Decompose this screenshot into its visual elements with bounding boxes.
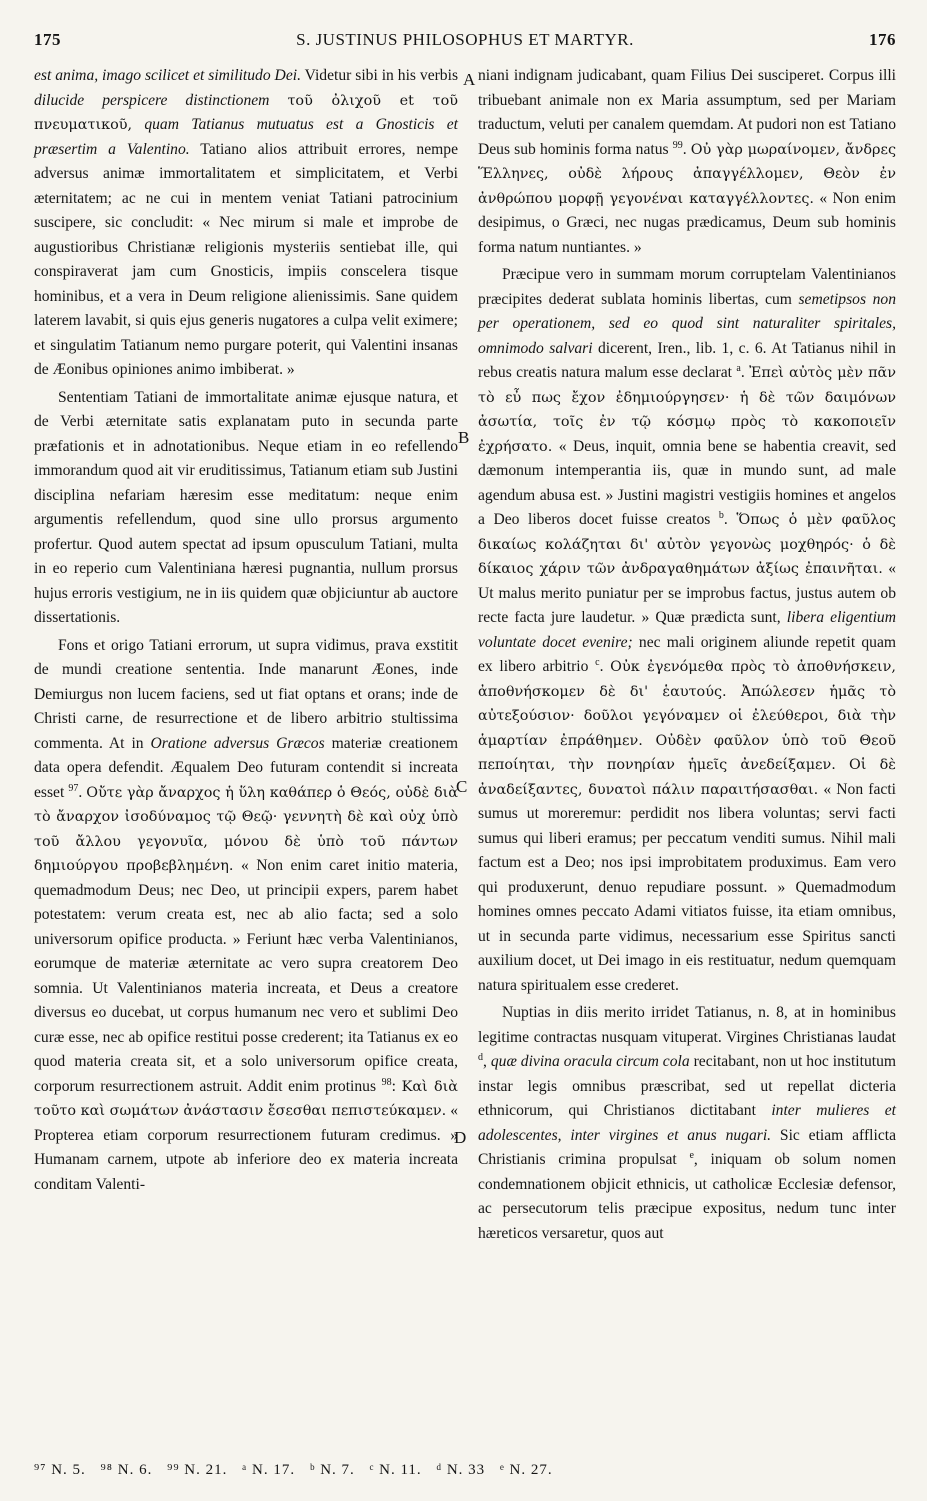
italic-text: est anima, imago scilicet et similitudo Dei. bbox=[34, 67, 301, 84]
greek-text: Ἐπεὶ αὐτὸς μὲν πᾶν τὸ εὖ πως ἔχον ἐδημιούργησεν· ἡ δὲ τῶν δαιμόνων ἀσωτία, τοῖς ἐν τῷ κόσμῳ πρὸς τὸ κακοποιεῖν ἐχρήσατο. bbox=[478, 365, 896, 455]
text-run: Nuptias in diis merito irridet Tatianus, n. 8, at in hominibus legitime contractas nusquam vituperat. Virgines Christianas laudat bbox=[478, 1004, 896, 1046]
text-run: , iniquam ob solum nomen condemnationem objicit ethnicis, ut catholicæ Ecclesiæ defensor, ac persecutorum telis præcipue expositus, nedum tunc inter hæreticos versaretur, quos aut bbox=[478, 1151, 896, 1242]
text-run: . bbox=[740, 364, 750, 381]
text-run: : bbox=[391, 1077, 402, 1095]
text-run bbox=[269, 92, 287, 109]
text-run: Sic etiam afflicta Christianis crimina propulsat bbox=[478, 1126, 896, 1168]
italic-text: libera eligentium voluntate docet evenire; bbox=[478, 609, 896, 651]
text-run: « Deus, inquit, omnia bene se habentia creavit, sed dæmonum intemperantia iis, quæ in mundo sunt, ad male agendum abusa est. » Justini magistri vestigiis homines et angelos a Deo liberos docet fuisse creatos bbox=[478, 437, 896, 528]
margin-marker-b: B bbox=[458, 428, 470, 447]
paragraph bbox=[478, 263, 896, 998]
greek-text: Οὐ γὰρ μωραίνομεν, ἄνδρες Ἕλληνες, οὐδὲ λήρους ἀπαγγέλλομεν, Θεὸν ἐν ἀνθρώπου μορφῇ γεγονέναι καταγγέλλοντες. bbox=[478, 141, 897, 207]
italic-text: dilucide perspicere distinctionem bbox=[34, 91, 270, 109]
paragraph bbox=[34, 64, 458, 383]
greek-text: Οὐκ ἐγενόμεθα πρὸς τὸ ἀποθνήσκειν, ἀποθνήσκομεν δὲ δι' ἑαυτούς. Ἀπώλεσεν ἡμᾶς τὸ αὐτεξούσιον· δοῦλοι γεγόναμεν οἱ ἐλεύθεροι, διὰ τὴν ἁμαρτίαν ἐπράθημεν. Οὐδὲν φαῦλον ὑπὸ τοῦ Θεοῦ πεποίηται, τὴν πονηρίαν ἡμεῖς ἀνεδείξαμεν. Οἱ δὲ ἀναδείξαντες, δυνατοὶ πάλιν παραιτήσασθαι. bbox=[478, 659, 896, 798]
footnote-ref: a bbox=[736, 362, 741, 374]
margin-marker-d: D bbox=[454, 1128, 467, 1147]
text-run: « Propterea etiam corporum resurrectionem futuram credimus. » Humanam carnem, utpote ab inferiore deo ex materia increata conditam Valenti- bbox=[34, 1102, 458, 1193]
italic-text: semetipsos non per operationem, sed eo quod sint naturaliter spiritales, omnimodo salvari bbox=[478, 290, 896, 357]
paragraph bbox=[478, 64, 896, 260]
footnote: ᵉ N. 27. bbox=[499, 1462, 553, 1478]
text-run: nec mali originem aliunde repetit quam ex libero arbitrio bbox=[478, 633, 896, 675]
right-column bbox=[478, 64, 896, 1249]
footnote-ref: 97 bbox=[68, 782, 79, 794]
text-run: . bbox=[682, 140, 691, 158]
left-column bbox=[34, 64, 458, 1200]
footnote: ⁹⁹ N. 21. bbox=[167, 1462, 228, 1478]
page-number-right: 176 bbox=[869, 30, 896, 49]
footnote-ref: d bbox=[478, 1051, 483, 1063]
paragraph bbox=[34, 634, 458, 1198]
text-run: « Non enim desipimus, o Græci, nec nugas prædicamus, Deum sub hominis forma natum nuntiantes. » bbox=[478, 189, 896, 256]
text-run: recitabant, non ut hoc institutum instar legis omnibus præscribat, sed ut repellat dicteria ethnicorum, qui Christianos dictitabant bbox=[478, 1053, 896, 1119]
footnote-ref: c bbox=[595, 656, 600, 668]
italic-text: inter mulieres et adolescentes, inter virgines et anus nugari. bbox=[478, 1102, 896, 1144]
text-run: , bbox=[483, 1053, 491, 1070]
footnotes bbox=[34, 1462, 896, 1479]
italic-text: Oratione adversus Græcos bbox=[150, 734, 325, 752]
text-run: Tatiano alios attribuit errores, nempe adversus animæ immortalitatem et simplicitatem, et Verbi æternitatem; ac ne cui in mentem veniat Tatiani patrocinium suscipere, sic concludit: « Nec mirum si male et improbe de augustioribus Christianæ religionis mysteriis sentiebat ille, qui conspiraverat jam cum Gnosticis, impiis conscelera tisque hominibus, et a vera in Deum religione alienissimis. Sane quidem laterem lavabit, si quis ejus generis nugatores a culpa velit eximere; et singulatim Tatianum nemo purgare poterit, qui Valentini insanas de Æonibus opiniones animo imbiberat. » bbox=[34, 140, 458, 378]
paragraph bbox=[478, 1001, 896, 1246]
page-header bbox=[34, 30, 896, 54]
footnote-ref: e bbox=[689, 1149, 694, 1161]
footnote: ᵇ N. 7. bbox=[309, 1462, 355, 1478]
paragraph bbox=[34, 386, 458, 631]
footnote-ref: 99 bbox=[672, 139, 683, 151]
text-run: « Ut malus merito puniatur per se improbus factus, justus autem ob recte facta jure laudetur. » Quæ prædicta sunt, bbox=[478, 560, 896, 626]
page-number-left: 175 bbox=[34, 30, 61, 49]
footnote: ᵃ N. 17. bbox=[242, 1462, 296, 1478]
text-run: « Non enim caret initio materia, quemadmodum Deus; nec Deo, ut principii expers, parem habet potestatem: verum creata est, nec ab alio facta; sed a solo universorum opifice producta. » Feriunt hæc verba Valentinianos, eorumque de materiæ æternitate ac vero supra creatorem Deo somnia. Ut Valentinianos materia increata, et Deus a creatore diversus eo ducebat, ut corpus humanum nec vero et sublimi Deo curæ esse, nec ab opifice restitui posse crederent; ita Tatianus ex eo quod materia creata sit, et a solo universorum opifice creata, corporum resurrectionem astruit. Addit enim protinus bbox=[34, 857, 458, 1095]
footnote: ᵈ N. 33 bbox=[436, 1462, 486, 1478]
margin-marker-c: C bbox=[456, 777, 468, 796]
footnote: ⁹⁷ N. 5. bbox=[34, 1462, 86, 1478]
text-run: Videtur sibi in his verbis bbox=[300, 67, 459, 84]
footnote: ᶜ N. 11. bbox=[369, 1462, 422, 1478]
italic-text: quæ divina oracula circum cola bbox=[490, 1053, 690, 1070]
margin-marker-a: A bbox=[463, 70, 476, 89]
greek-text: Ὅπως ὁ μὲν φαῦλος δικαίως κολάζηται δι' αὐτὸν γεγονὼς μοχθηρός· ὁ δὲ δίκαιος χάριν τῶν ἀνδραγαθημάτων ἀξίως ἐπαινῆται. bbox=[478, 512, 896, 577]
footnote: ⁹⁸ N. 6. bbox=[100, 1462, 153, 1478]
text-run: Fons et origo Tatiani errorum, ut supra vidimus, prava exstitit de mundi creatione sententia. Inde manarunt Æones, inde Demiurgus non lucem faciens, sed ut fiat optans et orans; inde de Christi carne, de resurrectione et de libero arbitrio stultissima commenta. At in bbox=[34, 636, 458, 752]
text-run: dicerent, Iren., lib. 1, c. 6. At Tatianus nihil in rebus creatis natura malum esse declarat bbox=[478, 339, 896, 381]
text-run: . bbox=[78, 783, 87, 801]
greek-text: τοῦ ὀλιχοῦ et τοῦ πνευματικοῦ, bbox=[34, 92, 458, 133]
text-run: . bbox=[599, 658, 611, 675]
italic-text: quam Tatianus mutuatus est a Gnosticis et præsertim a Valentino. bbox=[34, 116, 458, 158]
text-run: Præcipue vero in summam morum corruptelam Valentinianos præcipites dederat sublata hominis libertas, cum bbox=[478, 266, 896, 308]
text-run: « Non facti sumus ut moreremur: perdidit nos libera voluntas; servi facti sumus qui liberi eramus; per peccatum venditi sumus. Nihil mali factum est a Deo; nos ipsi improbitatem produximus. Eam vero qui produxerunt, denuo repudiare possunt. » Quemadmodum homines omnes peccato Adami vitiatos fuisse, ita etiam omnibus, ut in secunda parte vidimus, necessarium esse Spiritus sancti auxilium docet, ut Dei imago in eis restituatur, nedum quemquam natura spiritualem esse crederet. bbox=[478, 780, 896, 994]
running-title: S. JUSTINUS PHILOSOPHUS ET MARTYR. bbox=[296, 30, 634, 49]
greek-text: Οὔτε γὰρ ἄναρχος ἡ ὕλη καθάπερ ὁ Θεός, οὐδὲ διὰ τὸ ἄναρχον ἰσοδύναμος τῷ Θεῷ· γεννητὴ δὲ καὶ οὐχ ὑπὸ τοῦ ἄλλου γεγονυῖα, μόνου δὲ ὑπὸ τοῦ πάντων δημιούργου προβεβλημένη. bbox=[34, 784, 458, 874]
greek-text: Καὶ διὰ τοῦτο καὶ σωμάτων ἀνάστασιν ἔσεσθαι πεπιστεύκαμεν. bbox=[34, 1078, 458, 1119]
text-run bbox=[132, 116, 144, 133]
footnote-ref: b bbox=[718, 509, 724, 521]
footnote-ref: 98 bbox=[381, 1076, 392, 1088]
text-run: Sententiam Tatiani de immortalitate animæ ejusque natura, et de Verbi æternitate satis explanatam puto in secunda parte præfationis et in adnotationibus. Neque etiam in eo refellendo immorandum quod ait vir eruditissimus, Tatianum etiam sub Justini disciplina nefariam hæresim esse meditatum: neque enim argumentis refellendum, quod sine ullo prorsus argumento profertur. Quod autem spectat ad ipsum opusculum Tatiani, multa in eo reperio cum Valentiniana hæresi pugnantia, nullum prorsus hujus erroris vestigium, ne in iis quidem quæ objiciuntur ab auctore dissertationis. bbox=[34, 388, 458, 626]
text-run: materiæ creationem data opera defendit. Æqualem Deo futuram contendit si increata esset bbox=[34, 734, 459, 801]
text-run: . bbox=[723, 511, 737, 528]
text-run: niani indignam judicabant, quam Filius Dei susciperet. Corpus illi tribuebant animale non ex Maria assumptum, sed per Mariam traductum, veluti per canalem quemdam. At pudori non est Tatiano Deus sub hominis forma natus bbox=[478, 67, 896, 158]
